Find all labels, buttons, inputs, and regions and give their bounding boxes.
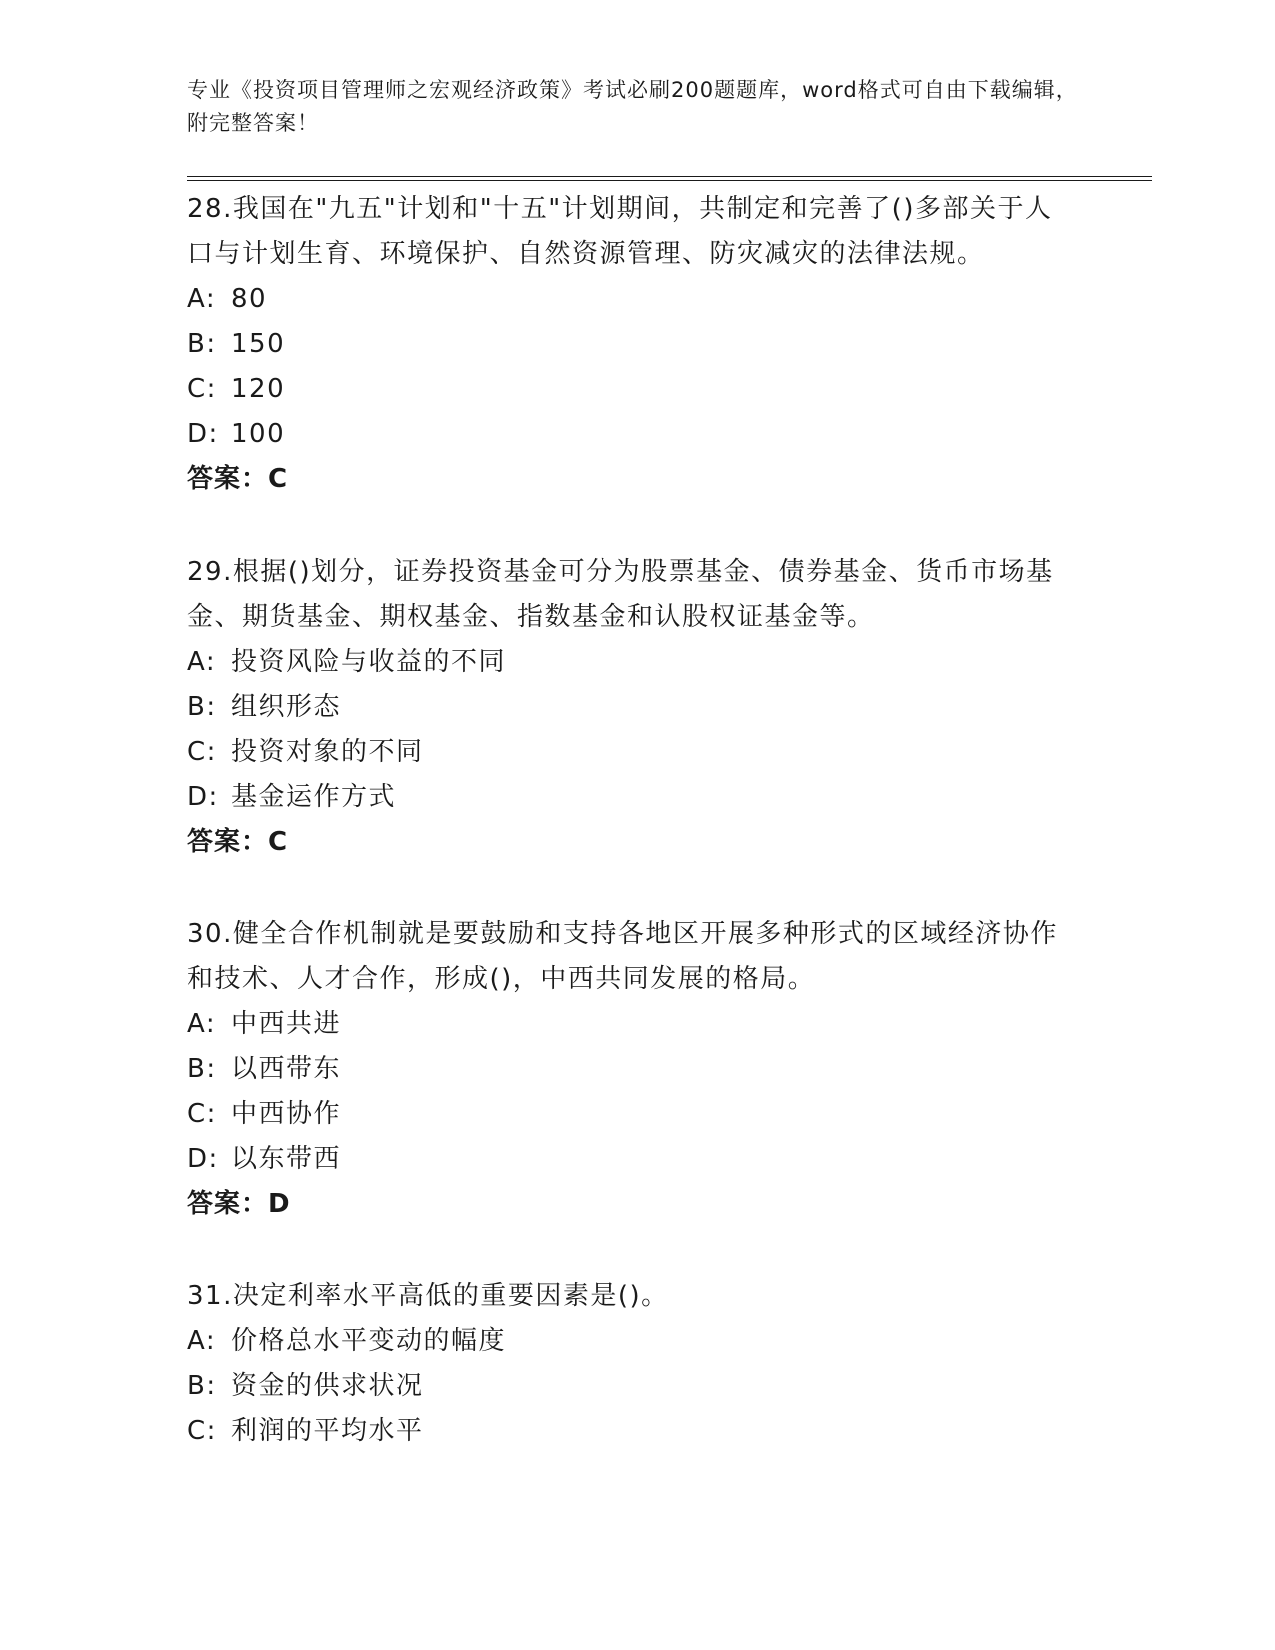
option-text: 基金运作方式 (231, 782, 397, 812)
option-letter: A: (187, 1009, 217, 1039)
option-a (187, 277, 1077, 322)
option-letter: A: (187, 1326, 217, 1356)
document-header: 专业《投资项目管理师之宏观经济政策》考试必刷200题题库，word格式可自由下载编辑，附完整答案！ (187, 78, 1078, 135)
option-text: 以西带东 (231, 1054, 342, 1084)
option-d (187, 775, 1077, 820)
option-letter: D: (187, 1144, 219, 1174)
option-text: 中西共进 (231, 1009, 342, 1039)
option-letter: C: (187, 1416, 217, 1446)
option-d (187, 1137, 1077, 1182)
option-text: 80 (231, 284, 268, 314)
option-text: 投资对象的不同 (231, 737, 424, 767)
question-stem: 30.健全合作机制就是要鼓励和支持各地区开展多种形式的区域经济协作和技术、人才合作，形成()，中西共同发展的格局。 (187, 919, 1058, 994)
question-stem: 29.根据()划分，证券投资基金可分为股票基金、债券基金、货币市场基金、期货基金、期权基金、指数基金和认股权证基金等。 (187, 557, 1054, 632)
answer-line: 答案：C (187, 464, 289, 494)
option-c (187, 1092, 1077, 1137)
header-divider (187, 176, 1152, 181)
option-text: 100 (231, 419, 286, 449)
option-c (187, 1409, 1077, 1454)
answer-line: 答案：C (187, 827, 289, 857)
option-letter: B: (187, 692, 217, 722)
option-text: 以东带西 (231, 1144, 342, 1174)
option-text: 投资风险与收益的不同 (231, 647, 507, 677)
option-a (187, 640, 1077, 685)
option-letter: D: (187, 419, 219, 449)
option-text: 价格总水平变动的幅度 (231, 1326, 507, 1356)
question-31 (187, 1274, 1077, 1454)
option-letter: C: (187, 374, 217, 404)
option-text: 组织形态 (231, 692, 342, 722)
question-30 (187, 912, 1077, 1227)
option-letter: A: (187, 284, 217, 314)
option-letter: C: (187, 737, 217, 767)
option-letter: B: (187, 1371, 217, 1401)
option-b (187, 1364, 1077, 1409)
option-c (187, 730, 1077, 775)
option-text: 利润的平均水平 (231, 1416, 424, 1446)
option-letter: A: (187, 647, 217, 677)
option-letter: B: (187, 1054, 217, 1084)
option-text: 120 (231, 374, 286, 404)
option-d (187, 412, 1077, 457)
question-stem: 31.决定利率水平高低的重要因素是()。 (187, 1281, 669, 1311)
option-letter: D: (187, 782, 219, 812)
option-text: 中西协作 (231, 1099, 342, 1129)
option-b (187, 685, 1077, 730)
option-b (187, 1047, 1077, 1092)
question-stem: 28.我国在"九五"计划和"十五"计划期间，共制定和完善了()多部关于人口与计划生育、环境保护、自然资源管理、防灾减灾的法律法规。 (187, 194, 1053, 269)
option-b (187, 322, 1077, 367)
option-letter: B: (187, 329, 217, 359)
question-28 (187, 187, 1077, 502)
option-a (187, 1319, 1077, 1364)
answer-line: 答案：D (187, 1189, 291, 1219)
option-text: 150 (231, 329, 286, 359)
option-letter: C: (187, 1099, 217, 1129)
option-a (187, 1002, 1077, 1047)
option-c (187, 367, 1077, 412)
question-29 (187, 550, 1077, 865)
option-text: 资金的供求状况 (231, 1371, 424, 1401)
